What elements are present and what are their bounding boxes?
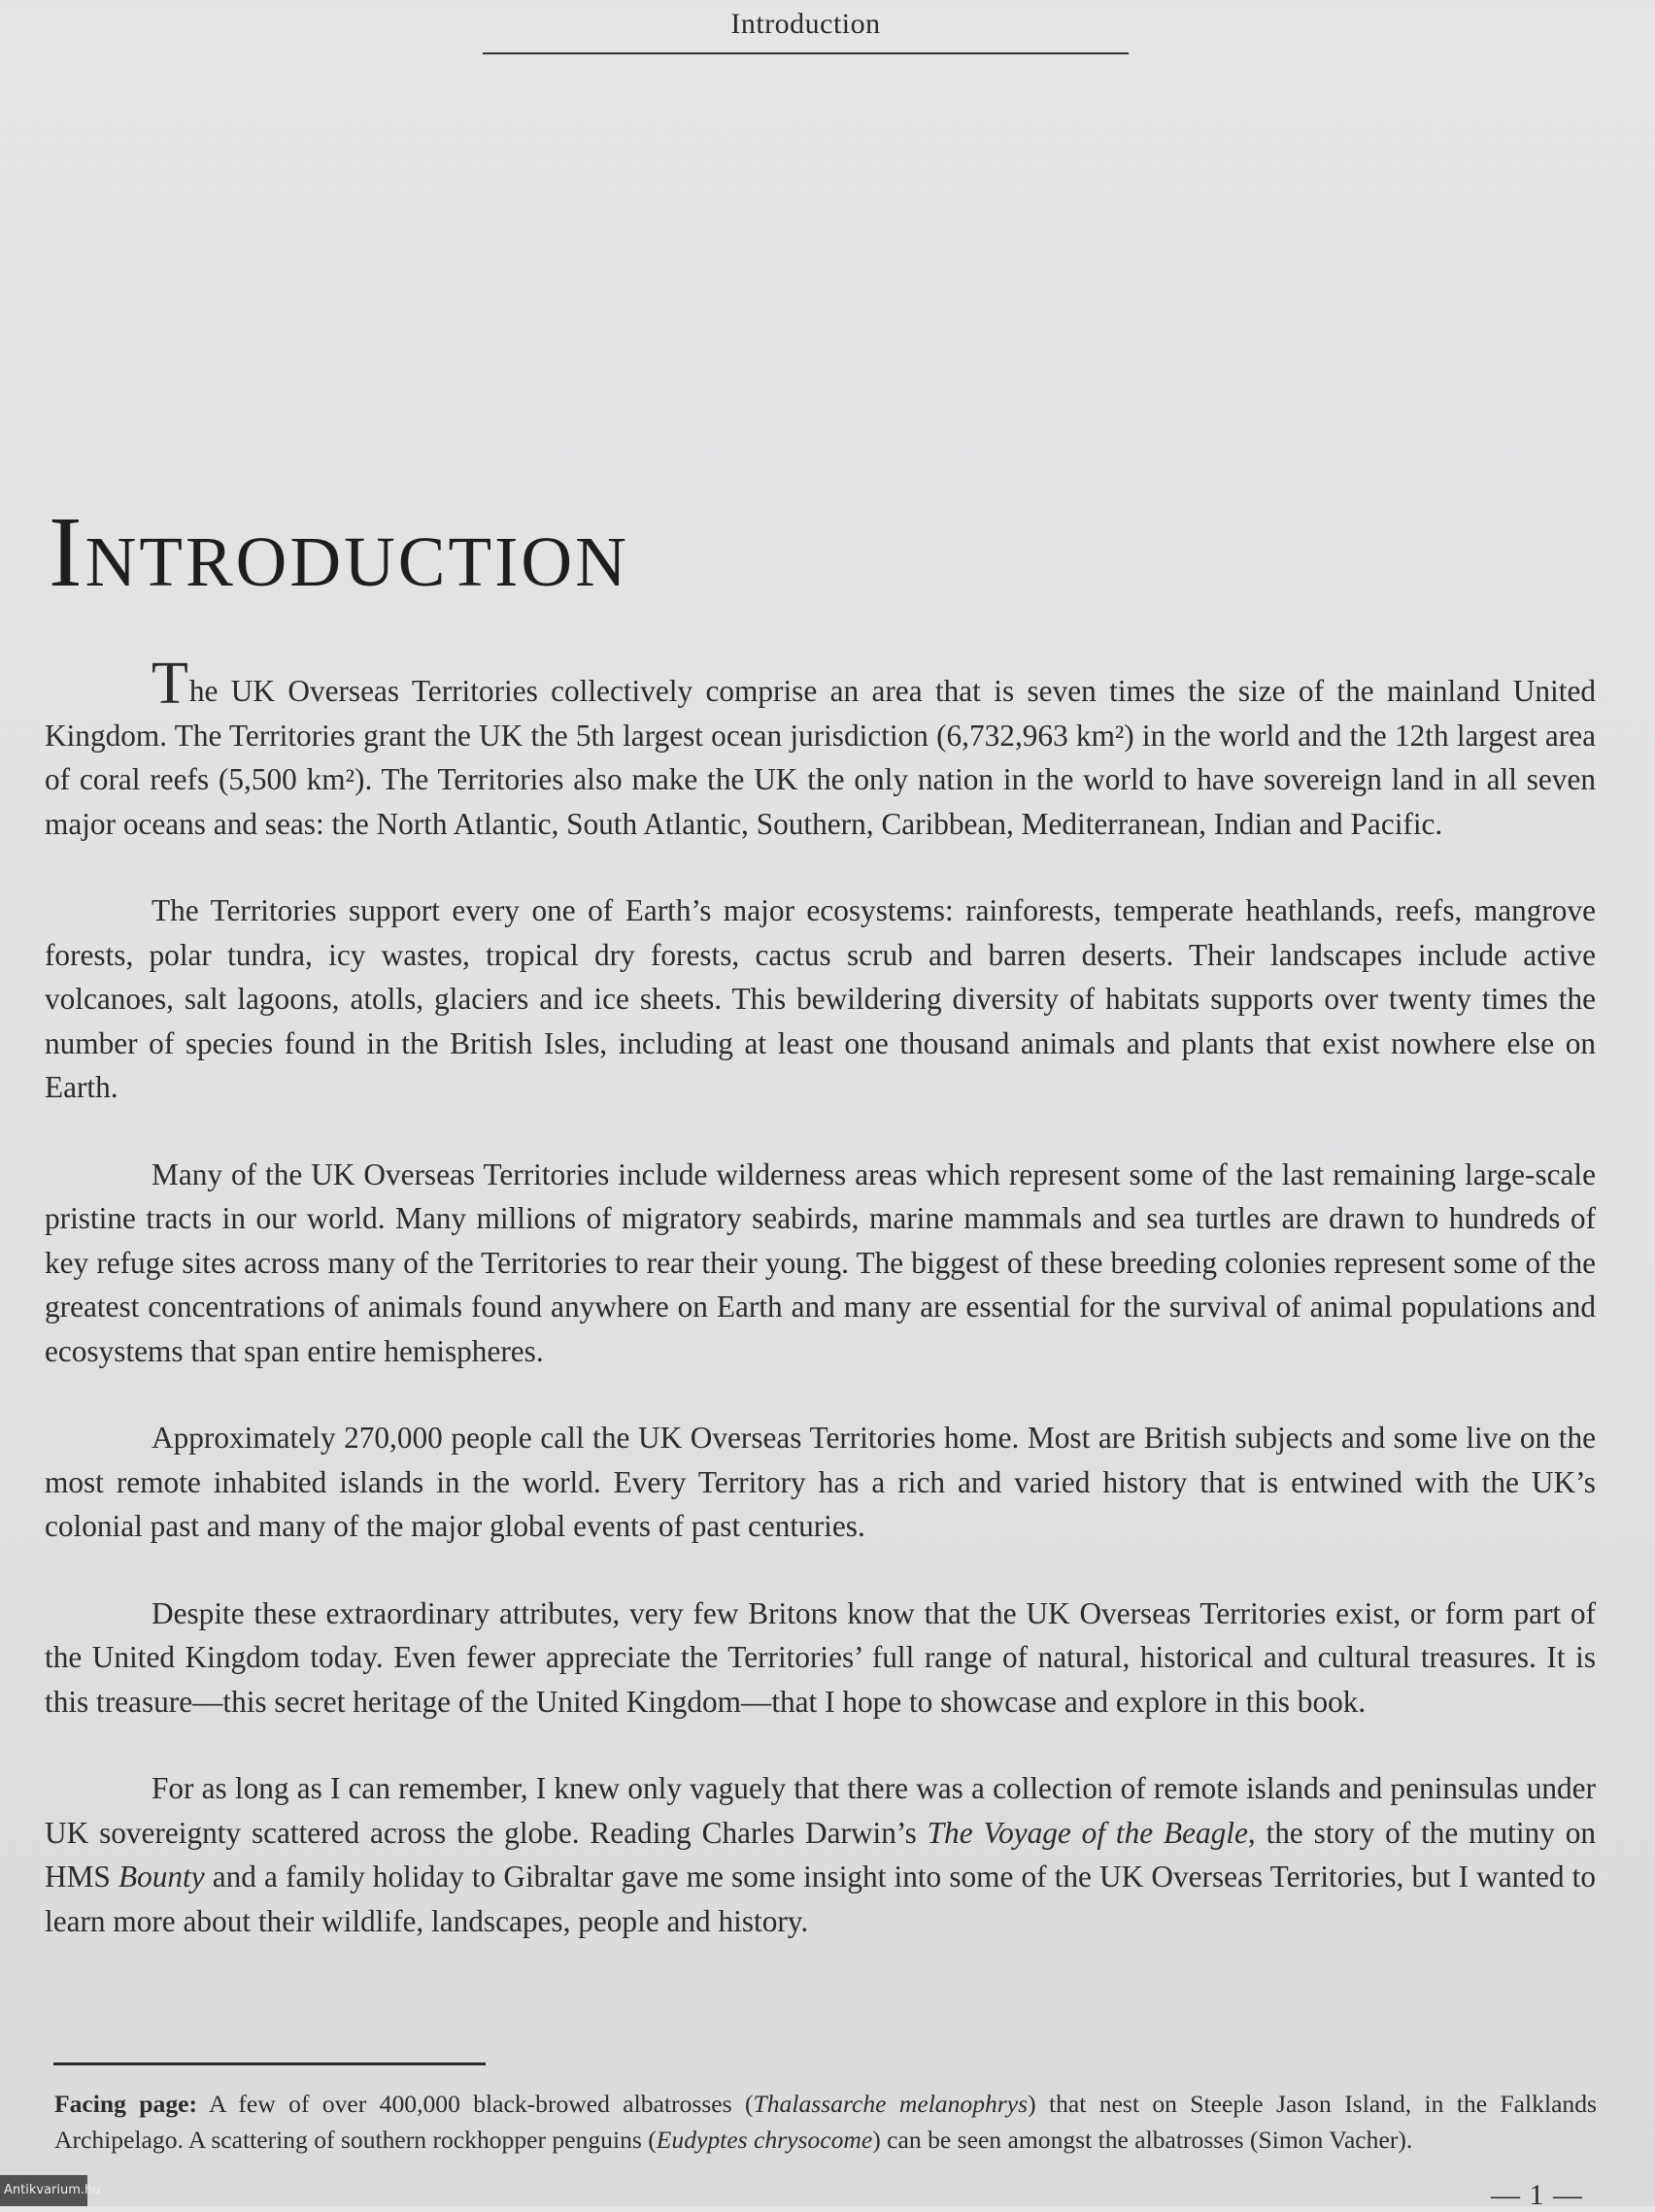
caption-rule [53, 2062, 486, 2065]
caption-part3: ) can be seen amongst the albatrosses (Simon Vacher). [872, 2126, 1413, 2154]
paragraph-3: Many of the UK Overseas Territories include wilderness areas which represent some of the last remaining large-scale pristine tracts in our world. Many millions of migratory seabirds, marine mammals and sea turtles are drawn to hundreds of key refuge sites across many of the Territories to rear their young. The biggest of these breeding colonies represent some of the greatest concentrations of animals found anywhere on Earth and many are essential for the survival of animal populations and ecosystems that span entire hemispheres. [45, 1156, 1596, 1368]
caption-part1: A few of over 400,000 black-browed albatrosses ( [197, 2090, 754, 2118]
running-head-rule [483, 52, 1129, 54]
paragraph-6 [45, 1766, 1596, 1943]
paragraph-2: The Territories support every one of Earth’s major ecosystems: rainforests, temperate heathlands, reefs, mangrove forests, polar tundra, icy wastes, tropical dry forests, cactus scrub and barren deserts. Their landscapes include active volcanoes, salt lagoons, atolls, glaciers and ice sheets. This bewildering diversity of habitats supports over twenty times the number of species found in the British Isles, including at least one thousand animals and plants that exist nowhere else on Earth. [45, 893, 1596, 1104]
photo-caption [54, 2086, 1597, 2158]
paragraph-6-part3: and a family holiday to Gibraltar gave me some insight into some of the UK Overseas Territories, but I wanted to learn more about their wildlife, landscapes, people and history. [45, 1860, 1596, 1938]
running-head: Introduction [730, 8, 881, 40]
paragraph-1-text: he UK Overseas Territories collectively comprise an area that is seven times the size of the mainland United Kingdom. The Territories grant the UK the 5th largest ocean jurisdiction (6,732,963 km²) in the world and the 12th largest area of coral reefs (5,500 km²). The Territories also make the UK the only nation in the world to have sovereign land in all seven major oceans and seas: the North Atlantic, South Atlantic, Southern, Caribbean, Mediterranean, Indian and Pacific. [45, 674, 1596, 841]
caption-label: Facing page: [54, 2090, 198, 2118]
paragraph-5: Despite these extraordinary attributes, very few Britons know that the UK Overseas Territories exist, or form part of the United Kingdom today. Even fewer appreciate the Territories’ full range of natural, historical and cultural treasures. It is this treasure—this secret heritage of the United Kingdom—that I hope to showcase and explore in this book. [45, 1595, 1596, 1719]
paragraph-4: Approximately 270,000 people call the UK Overseas Territories home. Most are British subjects and some live on the most remote inhabited islands in the world. Every Territory has a rich and varied history that is entwined with the UK’s colonial past and many of the major global events of past centuries. [45, 1421, 1596, 1543]
caption-part2: ) that nest on Steeple Jason Island, in the Falklands Archipelago. A scattering of southern rockhopper penguins ( [54, 2090, 1597, 2154]
book-title-voyage-of-the-beagle: The Voyage of the Beagle [927, 1815, 1248, 1850]
species-name-albatross: Thalassarche melanophrys [753, 2090, 1029, 2118]
drop-cap: T [152, 651, 188, 717]
paragraph-6-part1: For as long as I can remember, I knew only vaguely that there was a collection of remote islands and peninsulas under UK sovereignty scattered across the globe. Reading Charles Darwin’s [45, 1771, 1596, 1850]
paragraph-1 [45, 651, 1596, 846]
chapter-title: Introduction [49, 496, 629, 608]
watermark-label: Antikvarium.hu [0, 2175, 87, 2206]
ship-name-bounty: Bounty [118, 1860, 205, 1894]
body-text [45, 651, 1597, 1986]
page-number: — 1 — [1491, 2179, 1583, 2211]
species-name-penguin: Eudyptes chrysocome [656, 2126, 873, 2154]
paragraph-6-part2: , the story of the mutiny on HMS [45, 1815, 1597, 1894]
